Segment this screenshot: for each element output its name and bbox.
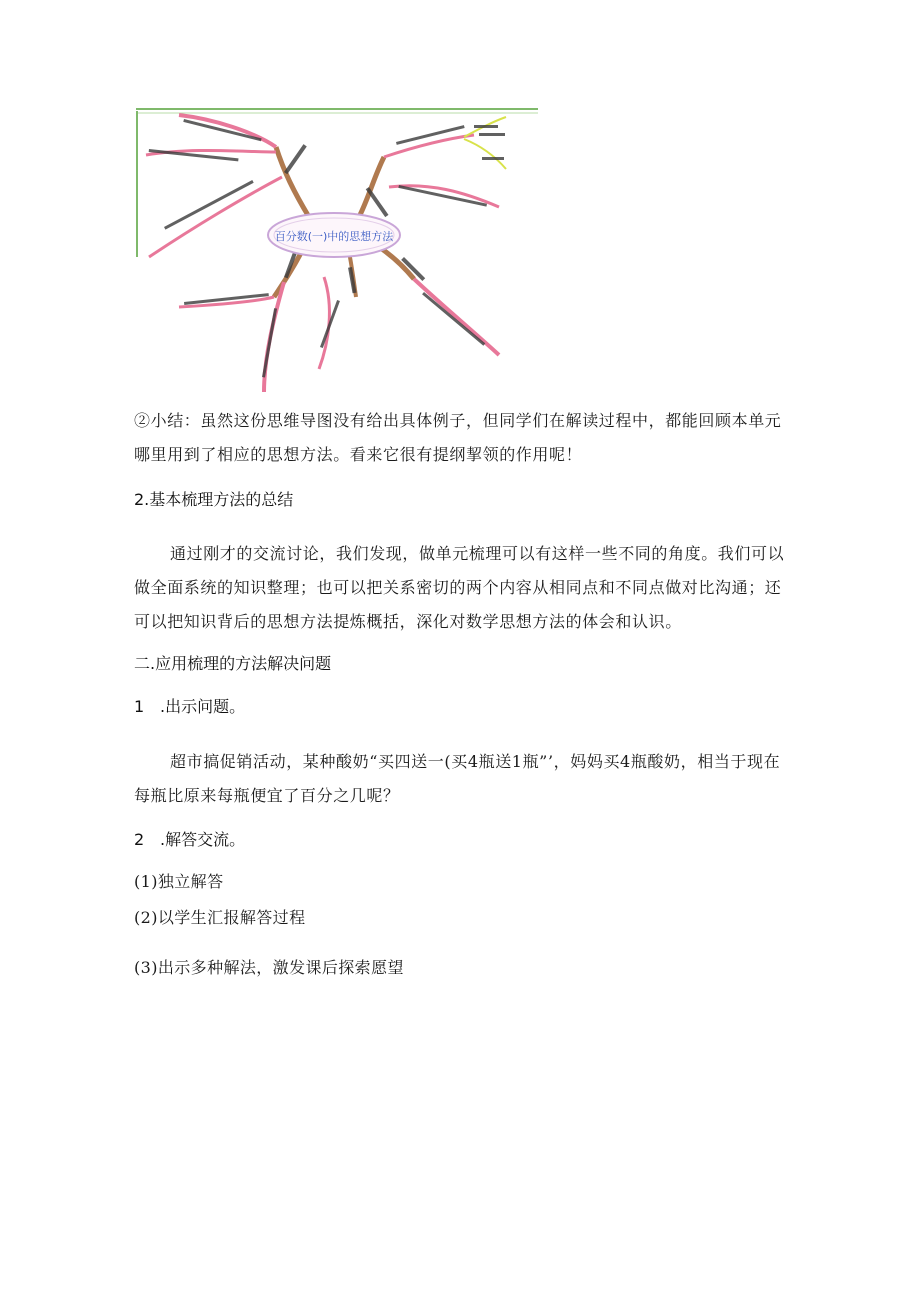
- step-2-number: 2: [134, 830, 145, 849]
- mindmap-center-label: 百分数(一)中的思想方法: [274, 230, 394, 243]
- step-2-label: .解答交流。: [160, 830, 246, 849]
- mind-map-figure: [134, 107, 540, 399]
- step-2-heading: [134, 830, 245, 850]
- section-2-heading: 2.基本梳理方法的总结: [134, 490, 294, 509]
- step-1-label: .出示问题。: [160, 697, 246, 716]
- problem-text: 超市搞促销活动，某种酸奶“买四送一(买4瓶送1瓶”’，妈妈买4瓶酸奶，相当于现在每瓶比原来每瓶便宜了百分之几呢？: [134, 752, 781, 805]
- section-2-body: 通过刚才的交流讨论，我们发现，做单元梳理可以有这样一些不同的角度。我们可以做全面系统的知识整理；也可以把关系密切的两个内容从相同点和不同点做对比沟通；还可以把知识背后的思想方法提炼概括，深化对数学思想方法的体会和认识。: [134, 544, 785, 631]
- summary-paragraph: ②小结：虽然这份思维导图没有给出具体例子，但同学们在解读过程中，都能回顾本单元哪里用到了相应的思想方法。看来它很有提纲挈领的作用呢！: [134, 411, 782, 464]
- step-1-number: 1: [134, 697, 145, 716]
- step-1-heading: [134, 697, 245, 717]
- sub-item-1: (1)独立解答: [134, 872, 224, 891]
- sub-item-2: (2)以学生汇报解答过程: [134, 908, 306, 927]
- part-2-heading: 二.应用梳理的方法解决问题: [134, 654, 332, 673]
- sub-item-3: (3)出示多种解法，激发课后探索愿望: [134, 958, 404, 977]
